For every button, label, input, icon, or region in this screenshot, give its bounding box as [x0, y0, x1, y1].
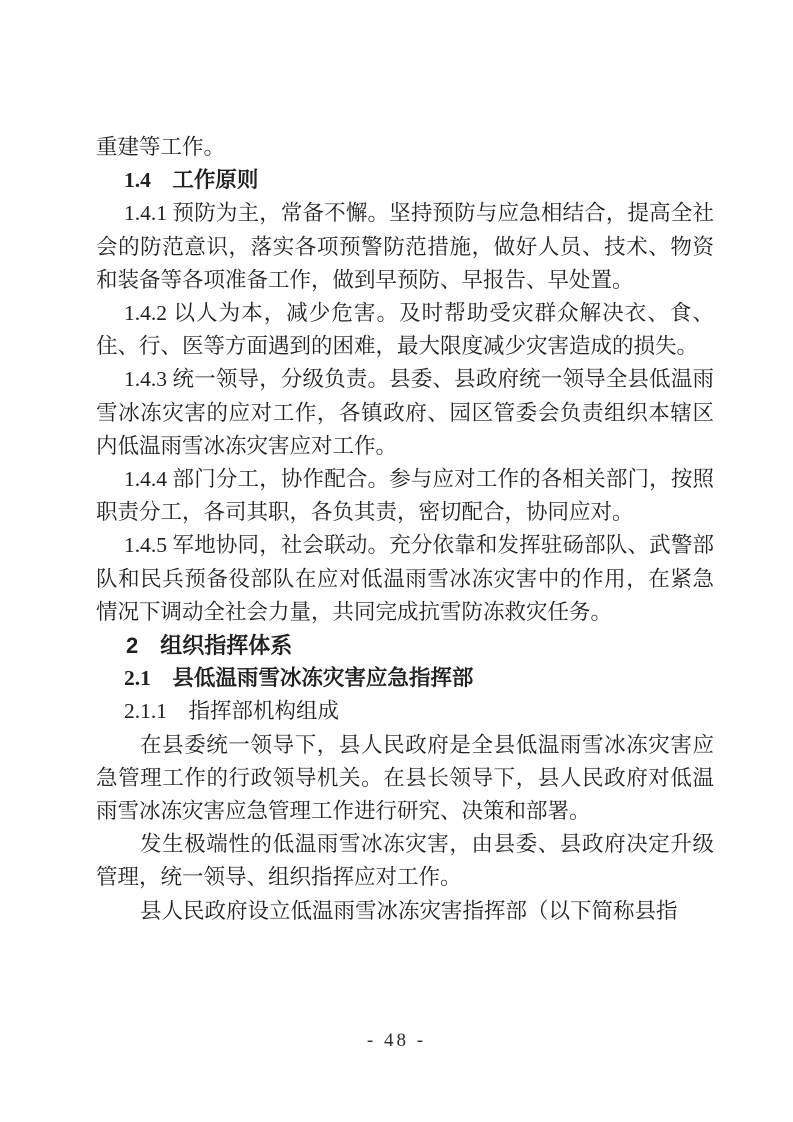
paragraph-1-4-3: 1.4.3 统一领导，分级负责。县委、县政府统一领导全县低温雨雪冰冻灾害的应对工作，各镇政府、园区管委会负责组织本辖区内低温雨雪冰冻灾害应对工作。 — [96, 367, 714, 458]
paragraph-1-4-2: 1.4.2 以人为本，减少危害。及时帮助受灾群众解决衣、食、住、行、医等方面遇到的困难，最大限度减少灾害造成的损失。 — [96, 301, 714, 359]
heading-2-organization-command-system: 2 组织指挥体系 — [126, 633, 293, 659]
paragraph-1-4-1: 1.4.1 预防为主，常备不懈。坚持预防与应急相结合，提高全社会的防范意识，落实各项预警防范措施，做好人员、技术、物资和装备等各项准备工作，做到早预防、早报告、早处置。 — [96, 201, 714, 292]
paragraph-1-4-5: 1.4.5 军地协同，社会联动。充分依靠和发挥驻砀部队、武警部队和民兵预备役部队在应对低温雨雪冰冻灾害中的作用，在紧急情况下调动全社会力量，共同完成抗雪防冻救灾任务。 — [96, 533, 714, 624]
page-number: - 48 - — [366, 1030, 427, 1051]
paragraph-county-leadership: 在县委统一领导下，县人民政府是全县低温雨雪冰冻灾害应急管理工作的行政领导机关。在县长领导下，县人民政府对低温雨雪冰冻灾害应急管理工作进行研究、决策和部署。 — [96, 732, 714, 824]
document-body — [96, 131, 714, 928]
heading-1-4-work-principles: 1.4 工作原则 — [124, 168, 259, 193]
paragraph-extreme-disaster-upgrade: 发生极端性的低温雨雪冰冻灾害，由县委、县政府决定升级管理，统一领导、组织指挥应对工作。 — [96, 832, 714, 890]
heading-2-1-county-emergency-headquarters: 2.1 县低温雨雪冰冻灾害应急指挥部 — [124, 666, 474, 691]
heading-2-1-1-headquarters-composition: 2.1.1 指挥部机构组成 — [124, 699, 340, 724]
paragraph-continuation: 重建等工作。 — [96, 135, 226, 159]
paragraph-establish-headquarters: 县人民政府设立低温雨雪冰冻灾害指挥部（以下简称县指 — [140, 898, 678, 923]
paragraph-1-4-4: 1.4.4 部门分工，协作配合。参与应对工作的各相关部门，按照职责分工，各司其职，各负其责，密切配合，协同应对。 — [96, 467, 714, 525]
